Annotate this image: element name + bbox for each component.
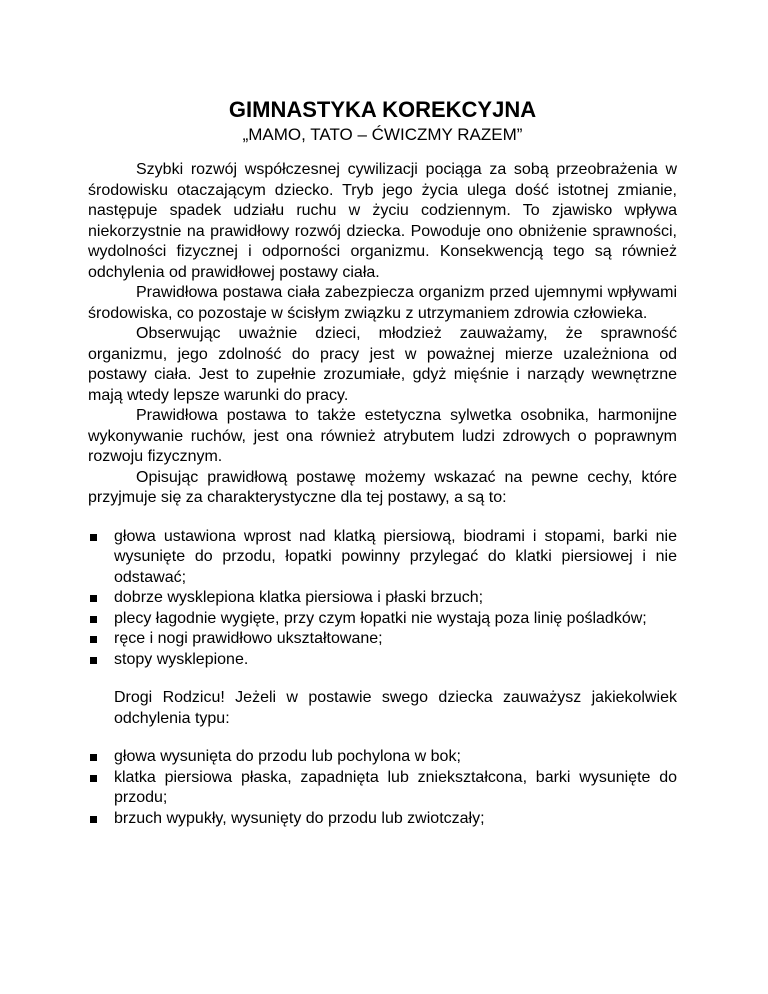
list-item-text: głowa ustawiona wprost nad klatką piersiową, biodrami i stopami, barki nie wysunięte do przodu, łopatki powinny przylegać do klatki piersiowej i nie odstawać; — [114, 527, 677, 586]
square-bullet-icon — [90, 534, 97, 541]
square-bullet-icon — [90, 636, 97, 643]
paragraph: Prawidłowa postawa to także estetyczna sylwetka osobnika, harmonijne wykonywanie ruchów, jest ona również atrybutem ludzi zdrowych o poprawnym rozwoju fizycznym. — [88, 407, 677, 465]
document-page — [88, 96, 677, 829]
list-item — [88, 650, 677, 671]
list-item-text: głowa wysunięta do przodu lub pochylona w bok; — [114, 748, 461, 765]
document-title: GIMNASTYKA KOREKCYJNA — [228, 97, 537, 122]
square-bullet-icon — [90, 595, 97, 602]
parent-note: Drogi Rodzicu! Jeżeli w postawie swego dziecka zauważysz jakiekolwiek odchylenia typu: — [114, 689, 677, 727]
list-item-text: plecy łagodnie wygięte, przy czym łopatki nie wystają poza linię pośladków; — [114, 609, 647, 627]
posture-deviations-list — [88, 747, 677, 829]
document-subtitle: „MAMO, TATO – ĆWICZMY RAZEM” — [242, 125, 523, 144]
paragraph: Opisując prawidłową postawę możemy wskazać na pewne cechy, które przyjmuje się za charakterystyczne dla tej postawy, a są to: — [88, 468, 677, 506]
list-item — [88, 768, 677, 809]
paragraph: Obserwując uważnie dzieci, młodzież zauważamy, że sprawność organizmu, jego zdolność do pracy jest w poważnej mierze uzależniona od postawy ciała. Jest to zupełnie zrozumiałe, gdyż mięśnie i narządy wewnętrzne mają wtedy lepsze warunki do pracy. — [88, 325, 677, 404]
list-item-text: stopy wysklepione. — [114, 650, 249, 668]
list-item — [88, 747, 677, 768]
list-item — [88, 588, 677, 609]
list-item-text: dobrze wysklepiona klatka piersiowa i płaski brzuch; — [114, 589, 484, 606]
list-item — [88, 527, 677, 589]
list-item-text: ręce i nogi prawidłowo ukształtowane; — [114, 630, 383, 647]
paragraph: Szybki rozwój współczesnej cywilizacji pociąga za sobą przeobrażenia w środowisku otaczającym dziecko. Tryb jego życia ulega dość istotnej zmianie, następuje spadek udziału ruchu w życiu codziennym. To zjawisko wpływa niekorzystnie na prawidłowy rozwój dziecka. Powoduje ono obniżenie sprawności, wydolności fizycznej i odporności organizmu. Konsekwencją tego są również odchylenia od prawidłowej postawy ciała. — [88, 161, 677, 281]
list-item-text: brzuch wypukły, wysunięty do przodu lub zwiotczały; — [114, 809, 485, 827]
list-item — [88, 809, 677, 830]
paragraph: Prawidłowa postawa ciała zabezpiecza organizm przed ujemnymi wpływami środowiska, co pozostaje w ścisłym związku z utrzymaniem zdrowia człowieka. — [88, 284, 677, 322]
square-bullet-icon — [90, 657, 97, 664]
list-item-text: klatka piersiowa płaska, zapadnięta lub zniekształcona, barki wysunięte do przodu; — [114, 768, 677, 806]
correct-posture-features-list — [88, 527, 677, 671]
square-bullet-icon — [90, 775, 97, 782]
list-item — [88, 629, 677, 650]
square-bullet-icon — [90, 754, 97, 761]
square-bullet-icon — [90, 816, 97, 823]
list-item — [88, 609, 677, 630]
square-bullet-icon — [90, 616, 97, 623]
